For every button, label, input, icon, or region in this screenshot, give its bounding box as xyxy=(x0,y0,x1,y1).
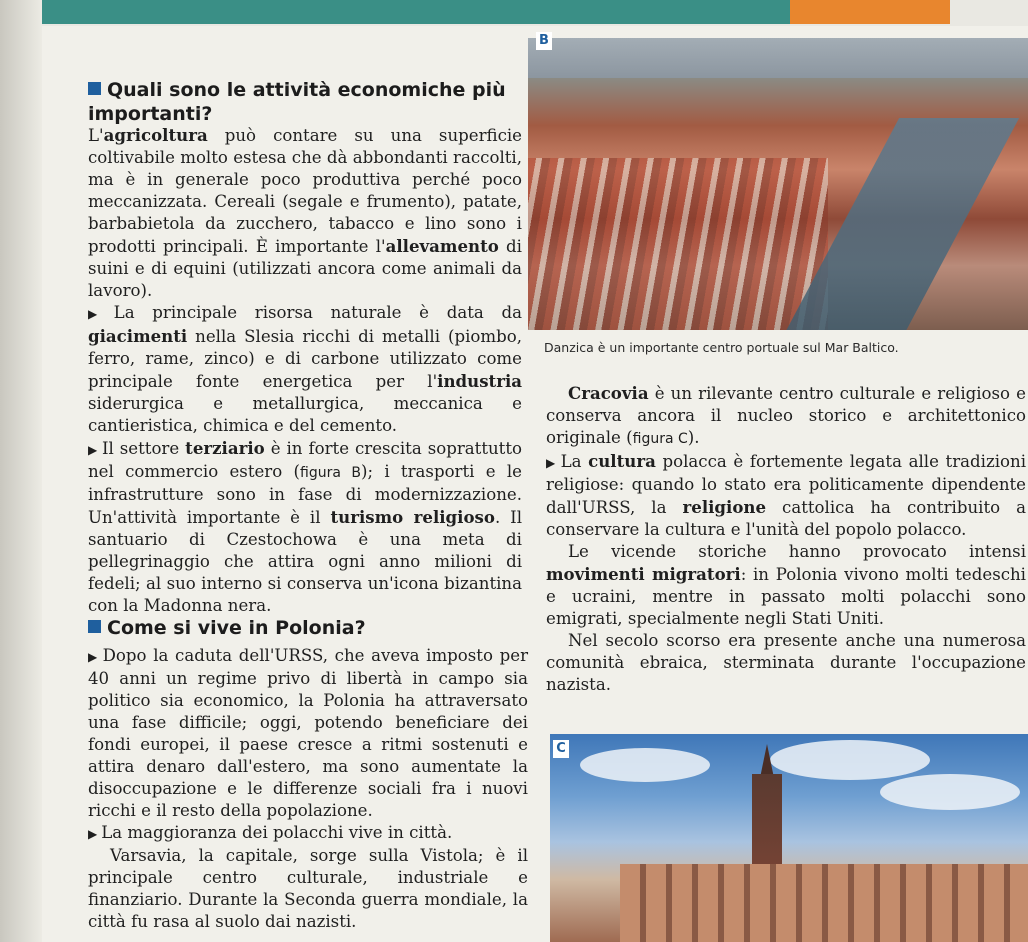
figure-c-photo-krakow xyxy=(550,734,1028,942)
paragraph-migration xyxy=(546,541,1026,630)
keyword: Varsavia xyxy=(110,846,182,865)
book-gutter xyxy=(0,0,42,942)
text: Le vicende storiche hanno provocato intensi xyxy=(568,542,1026,561)
text: . Il santuario di Czestochowa è una meta di pellegrinaggio che attira ogni anno milioni di fedeli; al suo interno si conserva un'icona bizantina con la Madonna nera. xyxy=(88,508,522,615)
text: siderurgica e metallurgica, meccanica e cantieristica, chimica e del cemento. xyxy=(88,394,522,435)
paragraph-culture xyxy=(546,450,1026,541)
keyword: giacimenti xyxy=(88,326,188,346)
photo-cloud xyxy=(880,774,1020,810)
photo-roofs xyxy=(528,158,828,330)
text: è un rilevante centro culturale e religioso e conserva ancora il nucleo storico e architettonico originale ( xyxy=(546,384,1026,447)
keyword: terziario xyxy=(185,438,265,458)
photo-cloud xyxy=(580,748,710,782)
keyword: movimenti migratori xyxy=(546,564,741,584)
keyword: religione xyxy=(682,497,767,517)
triangle-bullet-icon: ▶ xyxy=(88,650,99,664)
text: ); i trasporti e le infrastrutture sono in fase di modernizzazione. Un'attività importante è il xyxy=(88,462,522,527)
text: di suini e di equini (utilizzati ancora come animali da lavoro). xyxy=(88,237,522,300)
paragraph-warsaw xyxy=(88,845,528,933)
header-color-bar xyxy=(40,0,790,24)
paragraph-cities xyxy=(88,822,528,845)
text: cattolica ha contribuito a conservare la cultura e l'unità del popolo polacco. xyxy=(546,498,1026,539)
section-heading-living xyxy=(88,616,508,640)
text: Il settore xyxy=(101,439,186,458)
text: La xyxy=(560,452,589,471)
header-accent-bar xyxy=(790,0,950,24)
figure-reference: figura C xyxy=(632,431,688,447)
keyword: allevamento xyxy=(385,236,499,256)
triangle-bullet-icon: ▶ xyxy=(88,827,98,841)
paragraph-after-ussr xyxy=(88,645,528,822)
text: ). xyxy=(687,428,700,447)
text: , la capitale, sorge sulla Vistola; è il principale centro culturale, industriale e finanziario. Durante la Seconda guerra mondiale, la città fu rasa al suolo dai nazisti. xyxy=(88,846,528,931)
text: L' xyxy=(88,126,104,145)
keyword: agricoltura xyxy=(103,125,208,145)
paragraph-jewish-community xyxy=(546,630,1026,696)
keyword: turismo religioso xyxy=(330,507,495,527)
figure-b-label: B xyxy=(536,32,552,50)
text: La principale risorsa naturale è data da xyxy=(113,303,522,322)
text: nella Slesia ricchi di metalli (piombo, ferro, rame, zinco) e di carbone utilizzato come principale fonte energetica per l' xyxy=(88,327,522,391)
paragraph-krakow xyxy=(546,382,1026,450)
text: è in forte crescita soprattutto nel commercio estero ( xyxy=(88,439,522,481)
figure-b-photo-danzica xyxy=(528,38,1028,330)
text-column-living xyxy=(88,645,528,933)
text: polacca è fortemente legata alle tradizioni religiose: quando lo stato era politicamente dipendente dall'URSS, la xyxy=(546,452,1026,517)
triangle-bullet-icon: ▶ xyxy=(546,456,557,470)
text-column-right xyxy=(546,382,1026,696)
section-heading-text: Quali sono le attività economiche più importanti? xyxy=(88,79,506,125)
keyword: cultura xyxy=(588,451,656,471)
text: Dopo la caduta dell'URSS, che aveva imposto per 40 anni un regime privo di libertà in campo sia politico sia economico, la Polonia ha attraversato una fase difficile; oggi, potendo beneficiare dei fondi europei, il paese cresce a ritmi sostenuti e attira denaro dall'estero, ma sono aumentate la disoccupazione e le differenze sociali fra i nuovi ricchi e il resto della popolazione. xyxy=(88,646,529,820)
text: : in Polonia vivono molti tedeschi e ucraini, mentre in passato molti polacchi sono emigrati, specialmente negli Stati Uniti. xyxy=(546,565,1026,628)
text-column-economy xyxy=(88,124,522,617)
photo-sky xyxy=(528,38,1028,78)
paragraph-tertiary xyxy=(88,437,522,617)
text: La maggioranza dei polacchi vive in città. xyxy=(101,823,453,842)
figure-reference: figura B xyxy=(300,465,361,481)
text: Nel secolo scorso era presente anche una numerosa comunità ebraica, sterminata durante l'occupazione nazista. xyxy=(546,631,1026,694)
figure-c-label: C xyxy=(553,740,569,758)
triangle-bullet-icon: ▶ xyxy=(88,443,98,457)
paragraph-resources xyxy=(88,302,522,437)
photo-cloth-hall xyxy=(620,864,1028,942)
figure-b-caption: Danzica è un importante centro portuale sul Mar Baltico. xyxy=(544,340,899,355)
section-heading-economy xyxy=(88,78,508,126)
section-heading-text: Come si vive in Polonia? xyxy=(107,617,366,639)
keyword: industria xyxy=(437,371,522,391)
photo-cloud xyxy=(770,740,930,780)
square-bullet-icon xyxy=(88,620,101,633)
triangle-bullet-icon: ▶ xyxy=(88,307,110,321)
keyword: Cracovia xyxy=(568,383,649,403)
paragraph-agriculture xyxy=(88,124,522,302)
text: può contare su una superficie coltivabile molto estesa che dà abbondanti raccolti, ma è in generale poco produttiva perché poco meccanizzata. Cereali (segale e frumento), patate, barbabietola da zucchero, tabacco e lino sono i prodotti principali. È importante l' xyxy=(88,126,522,256)
square-bullet-icon xyxy=(88,82,101,95)
